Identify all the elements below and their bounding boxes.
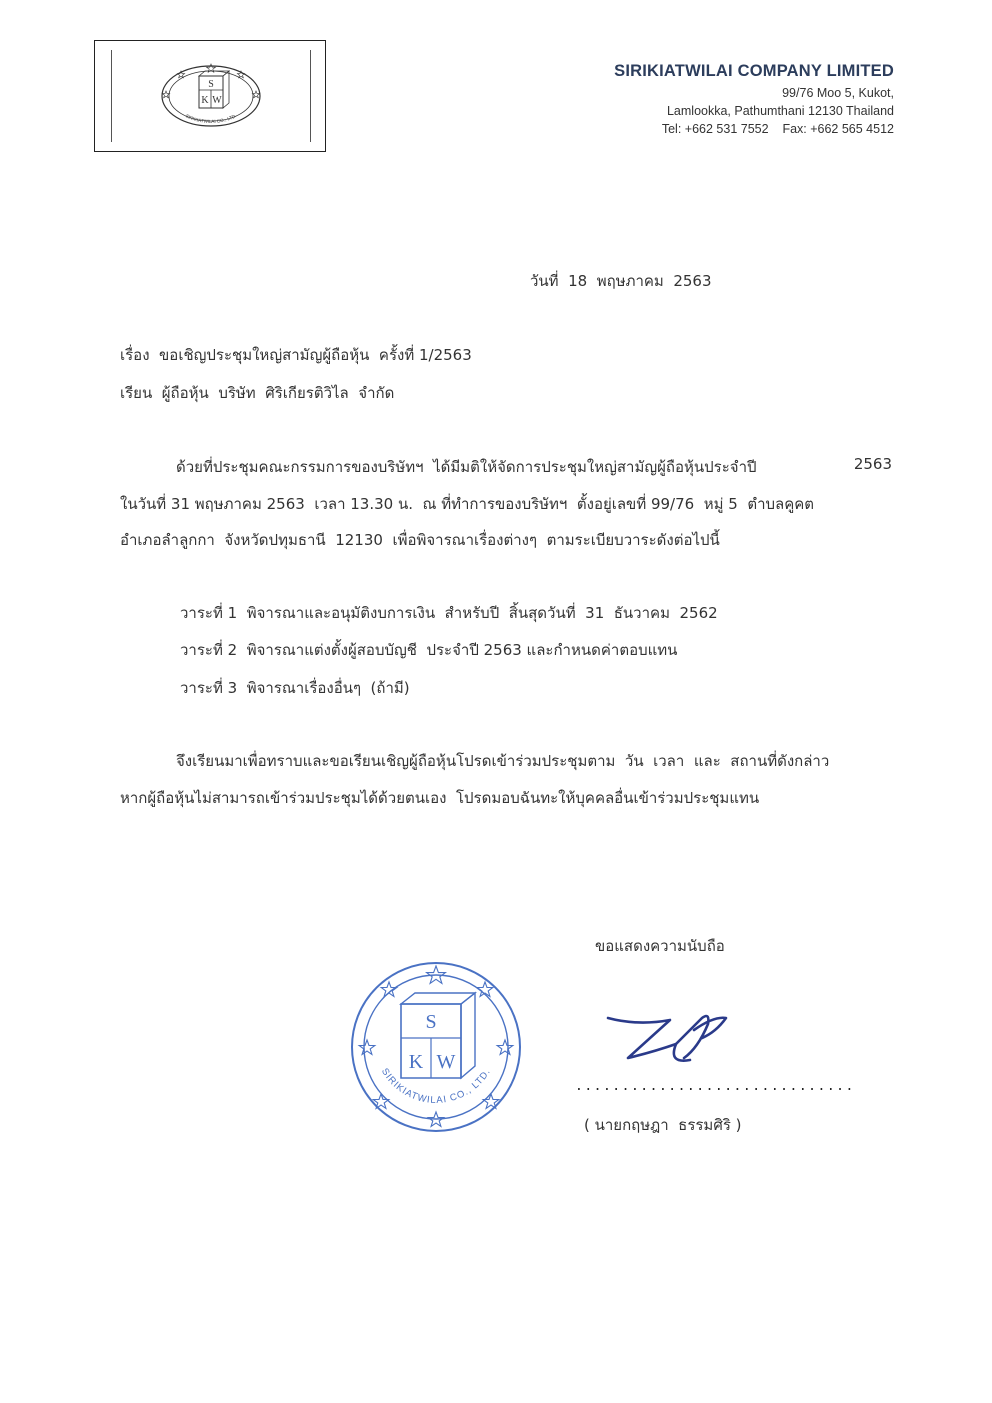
agenda-item: วาระที่ 3 พิจารณาเรื่องอื่นๆ (ถ้ามี)	[180, 679, 410, 697]
company-address-line1: 99/76 Moo 5, Kukot,	[782, 86, 894, 100]
paragraph1-line2: ในวันที่ 31 พฤษภาคม 2563 เวลา 13.30 น. ณ ที่ทำการของบริษัทฯ ตั้งอยู่เลขที่ 99/76 หมู่ 5 ตำบลคูคต	[120, 495, 815, 513]
company-logo	[157, 63, 265, 129]
company-address-line2: Lamlookka, Pathumthani 12130 Thailand	[666, 104, 894, 118]
company-name: SIRIKIATWILAI COMPANY LIMITED	[614, 62, 894, 80]
handwritten-signature	[598, 1008, 730, 1074]
seal-letter-k: K	[408, 1051, 424, 1073]
paragraph2-line1: จึงเรียนมาเพื่อทราบและขอเรียนเชิญผู้ถือหุ้นโปรดเข้าร่วมประชุมตาม วัน เวลา และ สถานที่ดังกล่าว	[176, 752, 830, 770]
logo-letter-s: S	[208, 79, 214, 90]
seal-letter-w: W	[436, 1051, 456, 1073]
logo-letter-k: K	[201, 95, 209, 106]
seal-letter-s: S	[425, 1011, 437, 1033]
seal-cube-side	[461, 993, 475, 1078]
paragraph1-line3: อำเภอลำลูกกา จังหวัดปทุมธานี 12130 เพื่อพิจารณาเรื่องต่างๆ ตามระเบียบวาระดังต่อไปนี้	[120, 531, 720, 549]
letter-subject: เรื่อง ขอเชิญประชุมใหญ่สามัญผู้ถือหุ้น ครั้งที่ 1/2563	[120, 346, 472, 364]
paragraph2-line2: หากผู้ถือหุ้นไม่สามารถเข้าร่วมประชุมได้ด้วยตนเอง โปรดมอบฉันทะให้บุคคลอื่นเข้าร่วมประชุมแทน	[120, 789, 760, 807]
logo-ring-text: SIRIKIATWILAI CO., LTD.	[184, 113, 238, 125]
signature-line: ..............................	[575, 1079, 855, 1094]
letter-recipient: เรียน ผู้ถือหุ้น บริษัท ศิริเกียรติวิไล จำกัด	[120, 384, 395, 402]
paragraph1-line1-text: ด้วยที่ประชุมคณะกรรมการของบริษัทฯ ได้มีมติให้จัดการประชุมใหญ่สามัญผู้ถือหุ้นประจำปี	[176, 458, 757, 476]
agenda-item: วาระที่ 2 พิจารณาแต่งตั้งผู้สอบบัญชี ประจำปี 2563 และกำหนดค่าตอบแทน	[180, 641, 678, 659]
paragraph1-line1-year: 2563	[853, 455, 892, 473]
paragraph1-line1	[176, 455, 892, 479]
header-logo-box	[94, 40, 326, 152]
seal-ring-text: SIRIKIATWILAI CO., LTD.	[378, 1066, 494, 1107]
letter-date: วันที่ 18 พฤษภาคม 2563	[530, 272, 712, 290]
signer-name: ( นายกฤษฎา ธรรมศิริ )	[584, 1116, 742, 1134]
logo-letter-w: W	[212, 95, 222, 106]
agenda-item: วาระที่ 1 พิจารณาและอนุมัติงบการเงิน สำหรับปี สิ้นสุดวันที่ 31 ธันวาคม 2562	[180, 604, 718, 622]
company-seal	[349, 960, 523, 1134]
logo-cube-side	[223, 71, 229, 108]
company-contact: Tel: +662 531 7552 Fax: +662 565 4512	[661, 122, 894, 136]
closing-salutation: ขอแสดงความนับถือ	[595, 937, 725, 955]
